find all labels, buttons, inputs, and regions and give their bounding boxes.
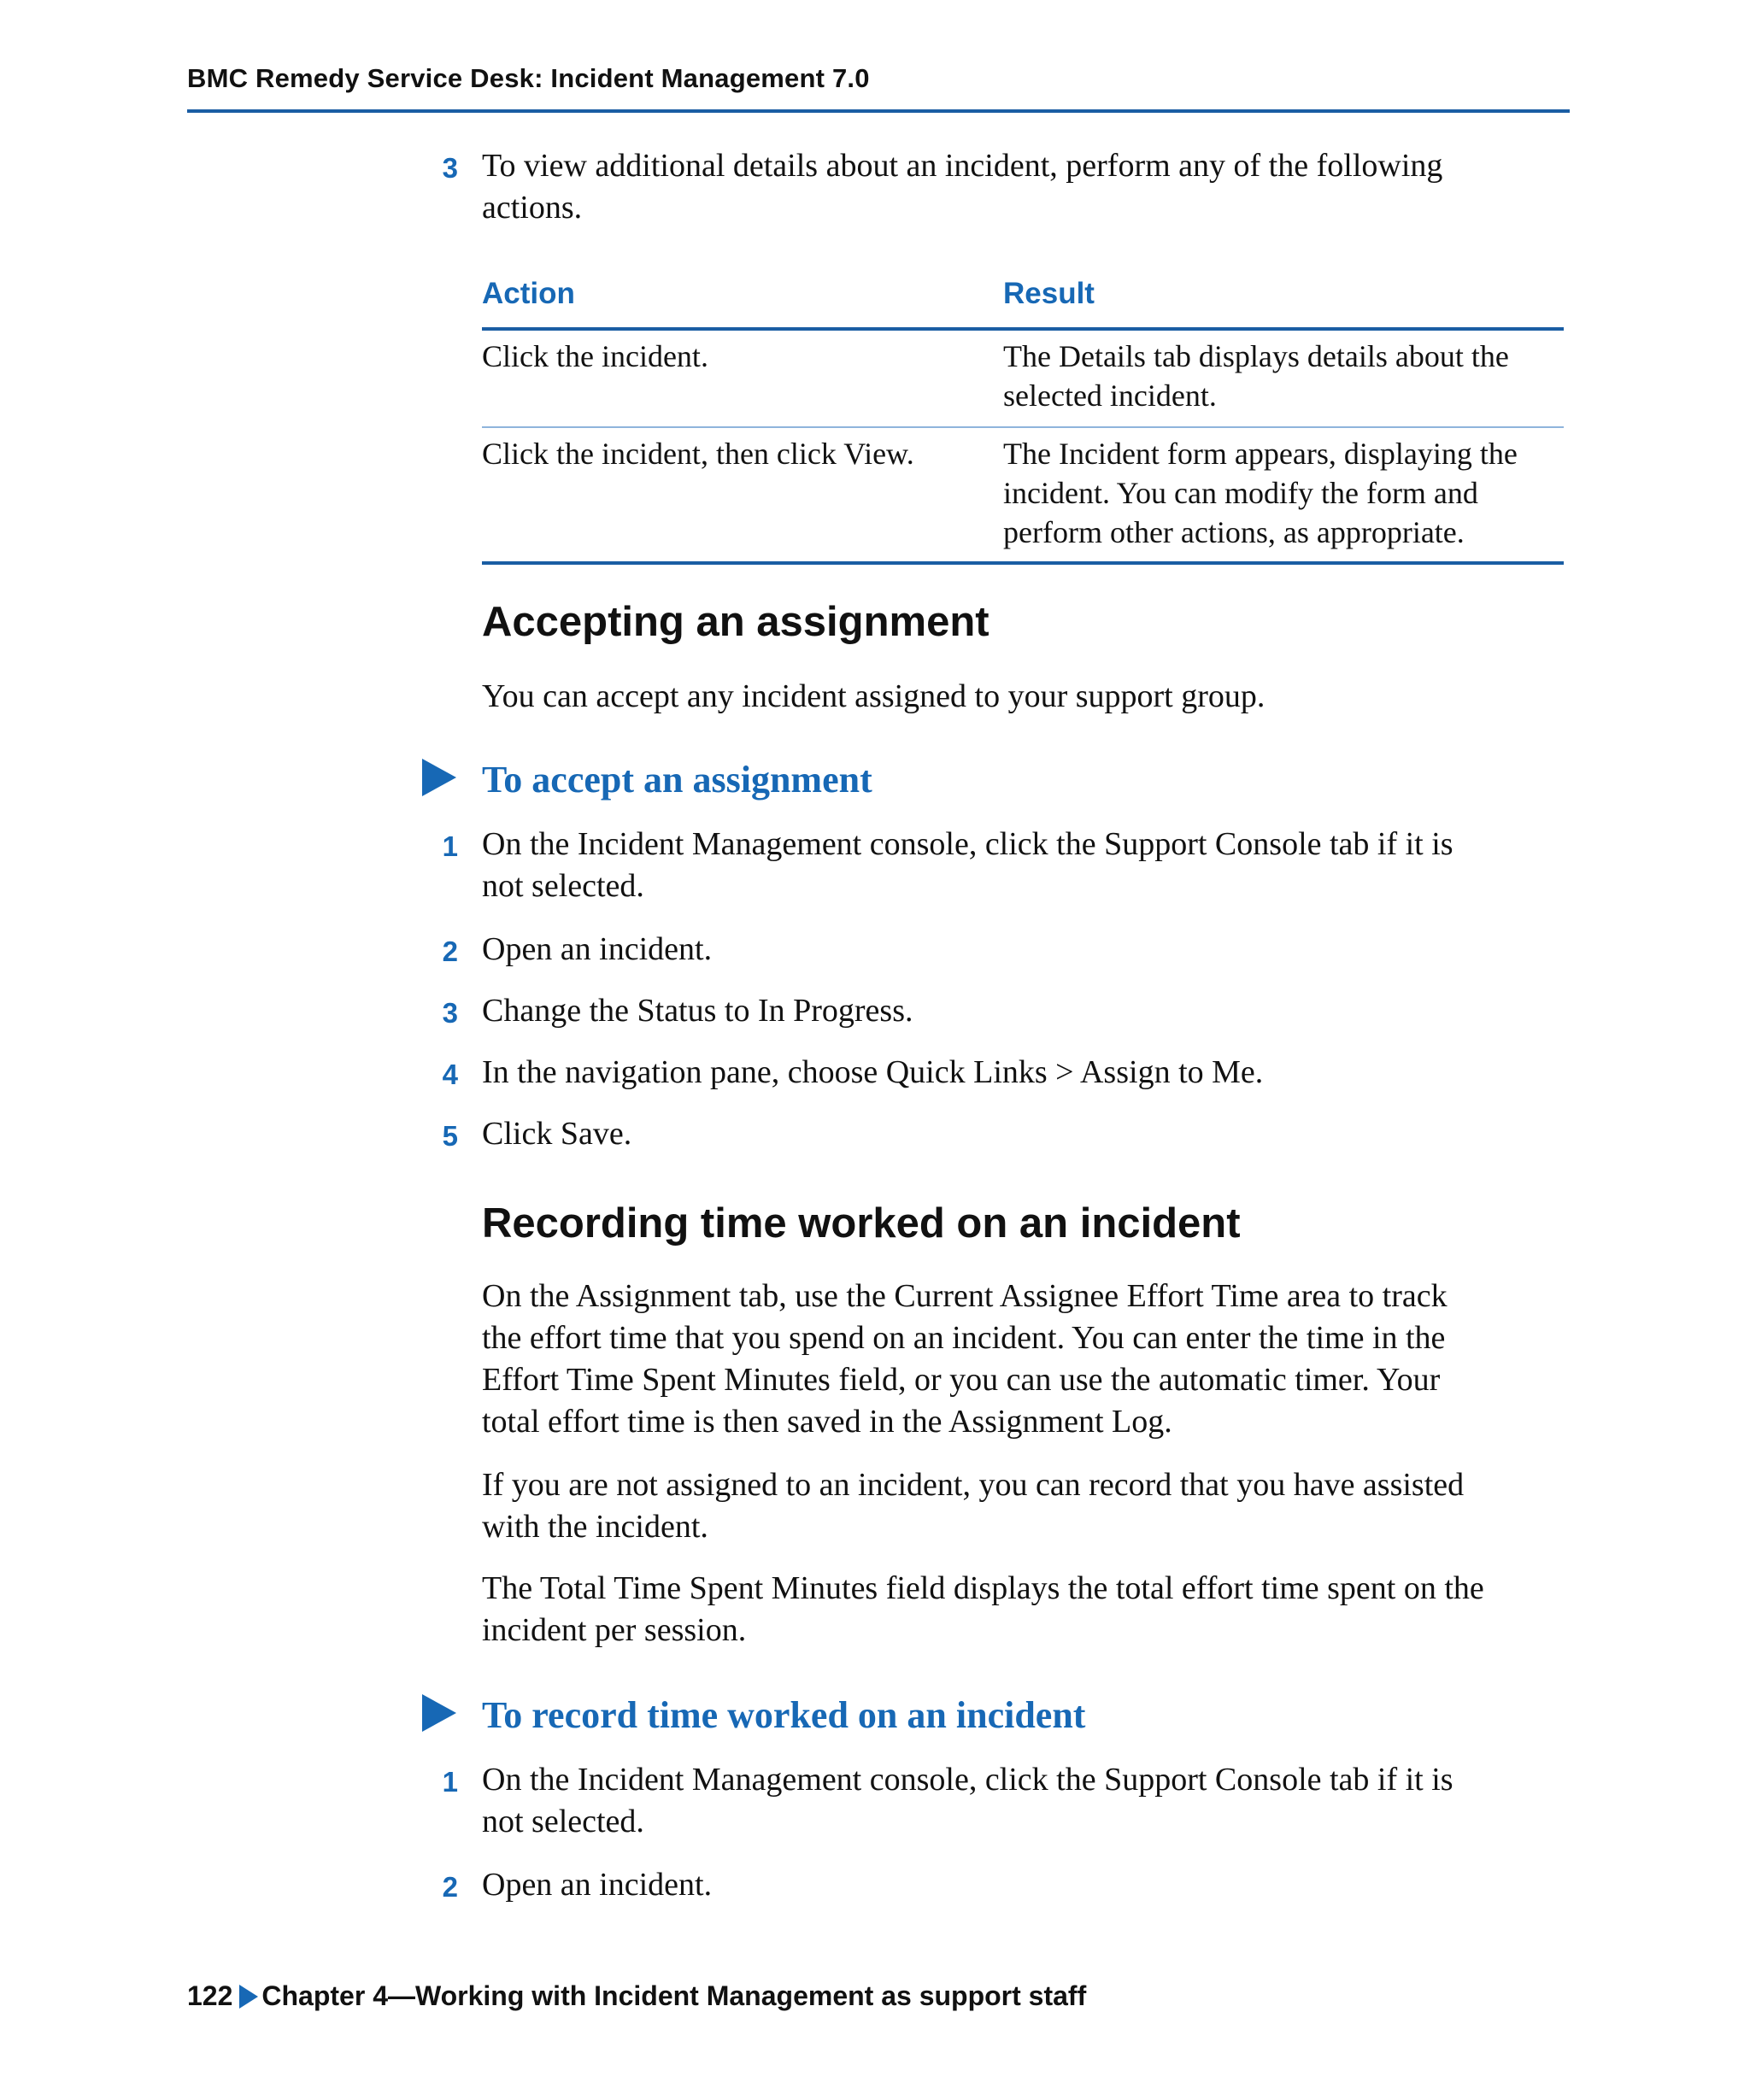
- paragraph-line: with the incident.: [482, 1509, 708, 1545]
- page-footer: [187, 1980, 1086, 2012]
- step-number: 3: [442, 152, 458, 184]
- cell-line: The Details tab displays details about the: [1003, 339, 1509, 373]
- paragraph-line: If you are not assigned to an incident, you can record that you have assisted: [482, 1467, 1465, 1503]
- table-bottom-rule: [482, 561, 1564, 565]
- procedure-title: To record time worked on an incident: [482, 1694, 1086, 1736]
- running-head: BMC Remedy Service Desk: Incident Management 7.0: [187, 63, 870, 93]
- step-text: [482, 145, 1567, 229]
- table-cell-action: Click the incident, then click View.: [482, 437, 914, 471]
- step-text: In the navigation pane, choose Quick Links > Assign to Me.: [482, 1054, 1264, 1090]
- cell-line: incident. You can modify the form and: [1003, 476, 1478, 510]
- step-number: 4: [442, 1059, 458, 1090]
- step-number: 1: [442, 830, 458, 862]
- paragraph: [482, 1276, 1567, 1443]
- procedure-arrow-icon: [422, 759, 456, 796]
- paragraph-line: On the Assignment tab, use the Current Assignee Effort Time area to track: [482, 1278, 1448, 1314]
- procedure-title: To accept an assignment: [482, 759, 872, 801]
- section-intro: You can accept any incident assigned to your support group.: [482, 678, 1266, 714]
- paragraph-line: the effort time that you spend on an incident. You can enter the time in the: [482, 1320, 1446, 1356]
- table-cell-result: [1003, 337, 1564, 415]
- step-number: 3: [442, 997, 458, 1029]
- step-number: 1: [442, 1766, 458, 1798]
- step-text-line: To view additional details about an incident, perform any of the following: [482, 148, 1443, 184]
- paragraph-line: Effort Time Spent Minutes field, or you can use the automatic timer. Your: [482, 1362, 1441, 1398]
- section-heading: Accepting an assignment: [482, 599, 990, 645]
- cell-line: perform other actions, as appropriate.: [1003, 515, 1465, 549]
- table-cell-result: [1003, 434, 1564, 552]
- step-text-line: not selected.: [482, 868, 644, 904]
- table-header-rule: [482, 327, 1564, 331]
- table-header-result: Result: [1003, 277, 1095, 310]
- paragraph-line: The Total Time Spent Minutes field displays the total effort time spent on the: [482, 1570, 1484, 1606]
- paragraph: [482, 1464, 1567, 1548]
- step-text-line: On the Incident Management console, click the Support Console tab if it is: [482, 1762, 1453, 1798]
- paragraph: [482, 1568, 1567, 1651]
- step-text-line: On the Incident Management console, click the Support Console tab if it is: [482, 826, 1453, 862]
- step-text: [482, 824, 1567, 907]
- table-cell-action: Click the incident.: [482, 339, 708, 373]
- procedure-arrow-icon: [422, 1694, 456, 1732]
- table-row-divider: [482, 426, 1564, 428]
- step-number: 2: [442, 1871, 458, 1903]
- step-text-line: not selected.: [482, 1804, 644, 1839]
- section-heading: Recording time worked on an incident: [482, 1200, 1241, 1247]
- footer-arrow-icon: [239, 1985, 258, 2009]
- chapter-title: Chapter 4—Working with Incident Management as support staff: [261, 1980, 1087, 2011]
- step-number: 5: [442, 1120, 458, 1152]
- step-text: Open an incident.: [482, 931, 713, 967]
- step-text: Change the Status to In Progress.: [482, 993, 913, 1029]
- cell-line: The Incident form appears, displaying the: [1003, 437, 1518, 471]
- step-text: Click Save.: [482, 1116, 632, 1152]
- step-text: [482, 1759, 1567, 1843]
- paragraph-line: total effort time is then saved in the Assignment Log.: [482, 1404, 1172, 1440]
- step-text: Open an incident.: [482, 1867, 713, 1903]
- step-number: 2: [442, 936, 458, 967]
- cell-line: selected incident.: [1003, 378, 1217, 413]
- header-rule: [187, 109, 1570, 113]
- step-text-line: actions.: [482, 190, 583, 226]
- page-number: 122: [187, 1980, 233, 2011]
- paragraph-line: incident per session.: [482, 1612, 747, 1648]
- table-header-action: Action: [482, 277, 575, 310]
